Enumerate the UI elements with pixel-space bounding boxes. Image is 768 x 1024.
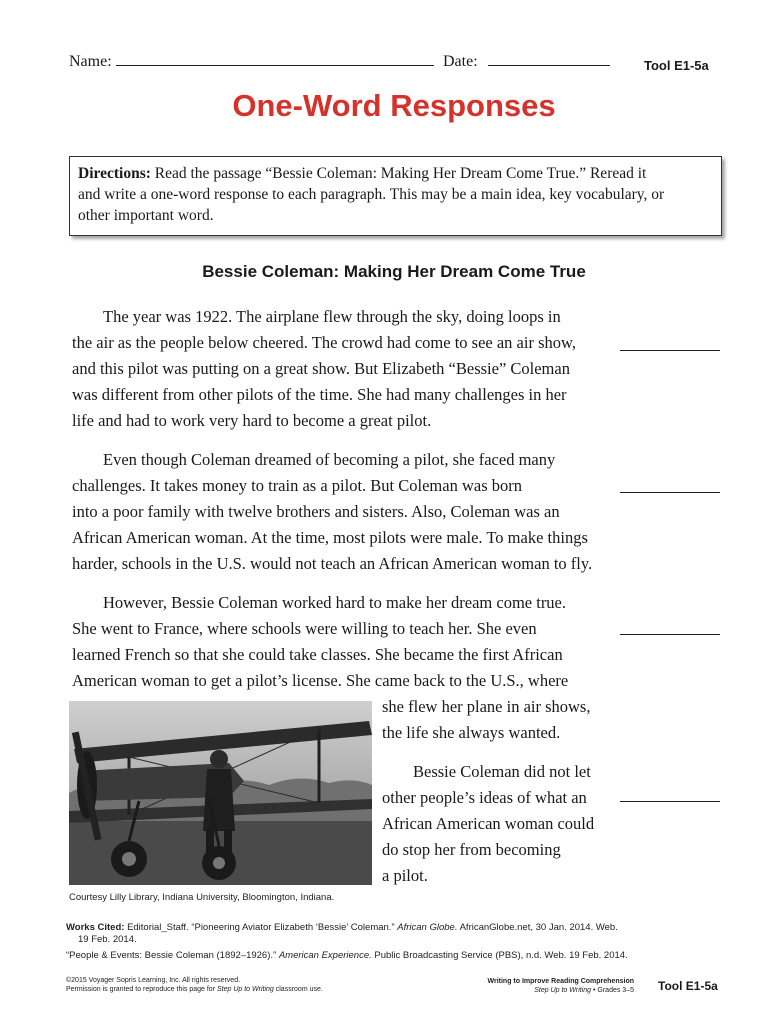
works-cited-entry-1-cont: 19 Feb. 2014.: [78, 934, 137, 945]
photo-caption: Courtesy Lilly Library, Indiana University, Bloomington, Indiana.: [69, 892, 335, 903]
date-field: [443, 52, 610, 71]
directions-box: [69, 156, 722, 236]
directions-label: Directions:: [78, 165, 151, 182]
passage-title: Bessie Coleman: Making Her Dream Come True: [202, 262, 586, 281]
footer-book-series: Step Up to Writing • Grades 3–5: [534, 987, 634, 994]
footer-tool-label: Tool E1-5a: [658, 979, 718, 993]
date-blank[interactable]: [488, 52, 610, 66]
date-label: Date:: [443, 53, 478, 70]
works-cited-entry-1: Works Cited: Editorial_Staff. “Pioneering Aviator Elizabeth ‘Bessie’ Coleman.” African Globe. AfricanGlobe.net, 30 Jan. 2014. Web.: [66, 922, 618, 933]
paragraph-3-wrap: she flew her plane in air shows, the life she always wanted.: [382, 697, 591, 742]
paragraph-4: Bessie Coleman did not let other people’s ideas of what an African American woman could do stop her from becoming a pilot.: [382, 762, 595, 885]
name-blank[interactable]: [116, 52, 434, 66]
paragraph-3: However, Bessie Coleman worked hard to make her dream come true. She went to France, where schools were willing to teach her. She even learned French so that she could take classes. She became the first African American woman to get a pilot’s license. She came back to the U.S., where: [72, 593, 569, 690]
name-label: Name:: [69, 53, 112, 70]
directions-line-1: Directions: Read the passage “Bessie Coleman: Making Her Dream Come True.” Reread it: [78, 165, 647, 182]
tool-label: Tool E1-5a: [644, 58, 709, 73]
paragraph-2: Even though Coleman dreamed of becoming a pilot, she faced many challenges. It takes money to train as a pilot. But Coleman was born into a poor family with twelve brothers and sisters. Also, Coleman was an African American woman. At the time, most pilots were male. To make things harder, schools in the U.S. would not teach an African American woman to fly.: [72, 450, 593, 573]
answer-line-1[interactable]: [620, 350, 720, 351]
works-cited-entry-2: “People & Events: Bessie Coleman (1892–1926).” American Experience. Public Broadcasting Service (PBS), n.d. Web. 19 Feb. 2014.: [66, 950, 628, 961]
airplane-photo-illustration: [69, 701, 372, 885]
footer-copyright: ©2015 Voyager Sopris Learning, Inc. All rights reserved.: [66, 977, 241, 984]
page-title: One-Word Responses: [232, 88, 556, 123]
directions-line-2: and write a one-word response to each paragraph. This may be a main idea, key vocabulary, or: [78, 186, 665, 203]
answer-line-4[interactable]: [620, 801, 720, 802]
bessie-coleman-photo: [69, 701, 372, 885]
works-cited-label: Works Cited:: [66, 922, 125, 933]
name-field: [69, 52, 434, 71]
footer-permission: Permission is granted to reproduce this page for Step Up to Writing classroom use.: [66, 986, 323, 993]
footer-book-title: Writing to Improve Reading Comprehension: [487, 978, 634, 985]
answer-line-2[interactable]: [620, 492, 720, 493]
answer-line-3[interactable]: [620, 634, 720, 635]
paragraph-1: The year was 1922. The airplane flew through the sky, doing loops in the air as the people below cheered. The crowd had come to see an air show, and this pilot was putting on a great show. But Elizabeth “Bessie” Coleman was different from other pilots of the time. She had many challenges in her life and had to work very hard to become a great pilot.: [72, 307, 576, 430]
directions-line-3: other important word.: [78, 207, 214, 224]
